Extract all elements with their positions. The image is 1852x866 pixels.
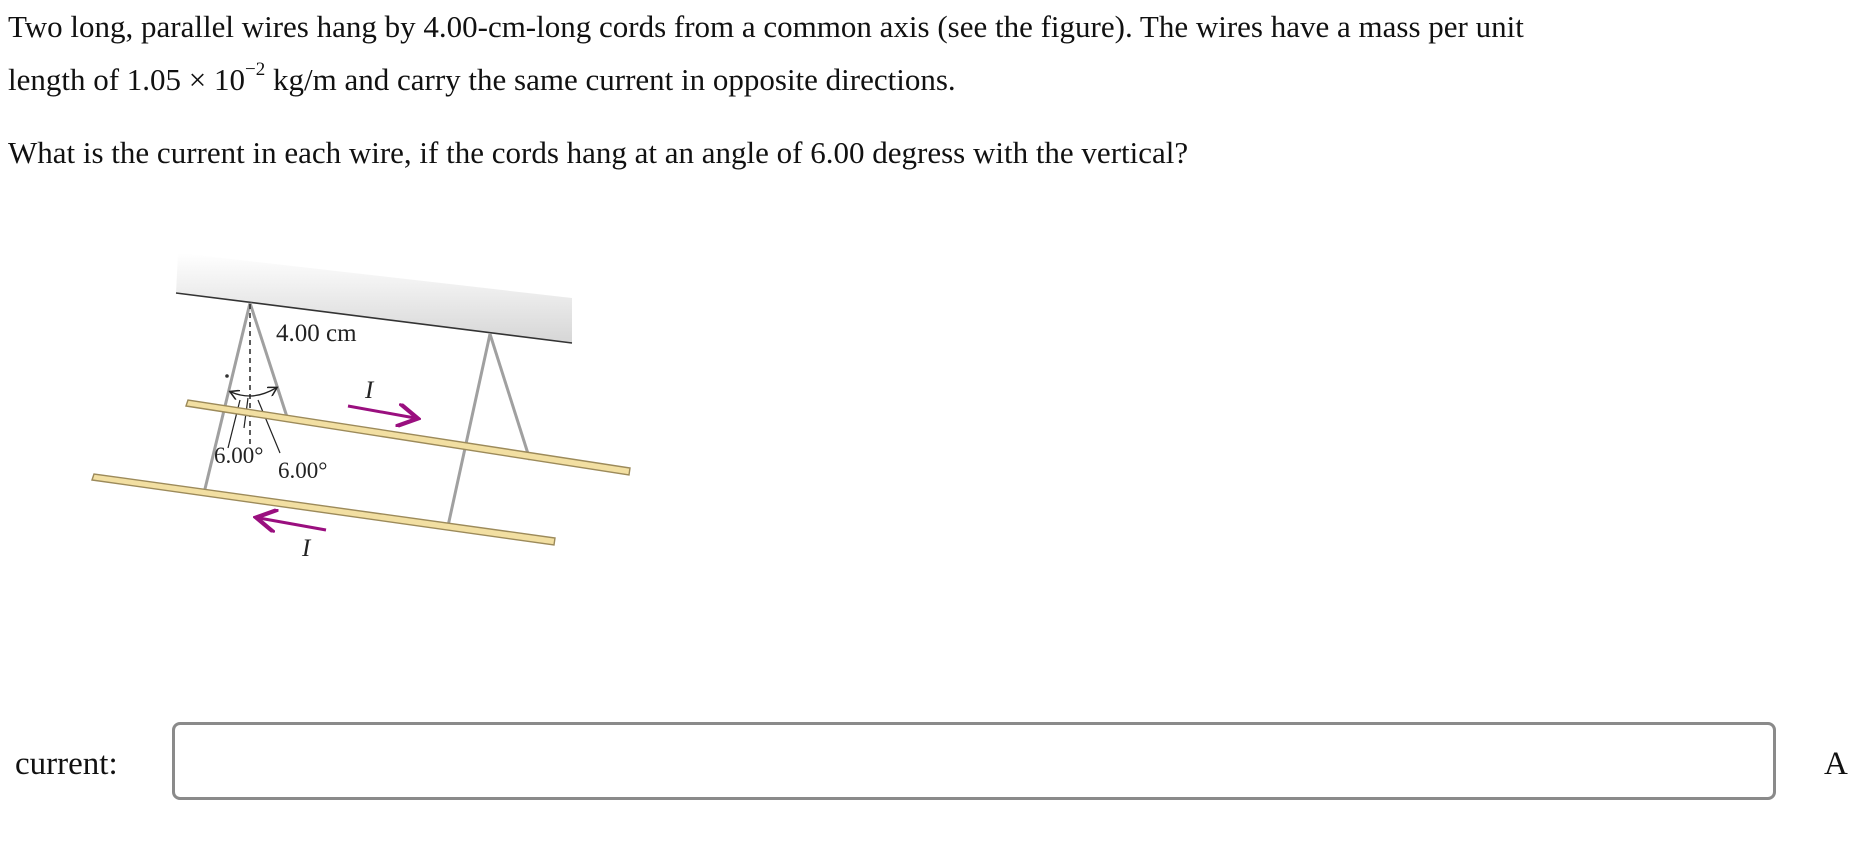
current-label: current: <box>15 746 118 782</box>
current-arrow-top <box>348 406 415 418</box>
angle-label-right: 6.00° <box>278 458 328 483</box>
wires-diagram <box>90 248 650 568</box>
cord-right-front <box>490 334 530 460</box>
angle-label-left: 6.00° <box>214 443 264 468</box>
cord-right-back <box>448 334 490 526</box>
current-arrow-bottom <box>259 518 326 530</box>
reference-dot <box>225 374 229 378</box>
current-label-top: I <box>365 377 374 404</box>
current-label-bottom: I <box>302 535 311 562</box>
exponent: −2 <box>245 58 266 80</box>
wire-bottom <box>92 474 555 545</box>
wires-figure <box>90 248 650 568</box>
question-text <box>8 0 1828 179</box>
question-line-1: Two long, parallel wires hang by 4.00-cm-long cords from a common axis (see the figure). The wires have a mass per unit <box>8 9 1524 44</box>
angle-arc-left <box>231 392 250 396</box>
question-line-2-end: kg/m and carry the same current in opposite directions. <box>265 62 956 97</box>
question-line-2-start: length of 1.05 × 10 <box>8 62 246 97</box>
question-paragraph-1 <box>8 0 1828 106</box>
cord-length-label: 4.00 cm <box>276 320 357 347</box>
angle-arc-right <box>250 388 276 396</box>
answer-row <box>0 722 1852 806</box>
ceiling-shade <box>176 253 572 343</box>
unit-label: A <box>1824 746 1848 782</box>
question-prompt: What is the current in each wire, if the cords hang at an angle of 6.00 degress with the vertical? <box>8 135 1189 170</box>
current-input[interactable] <box>172 722 1776 800</box>
